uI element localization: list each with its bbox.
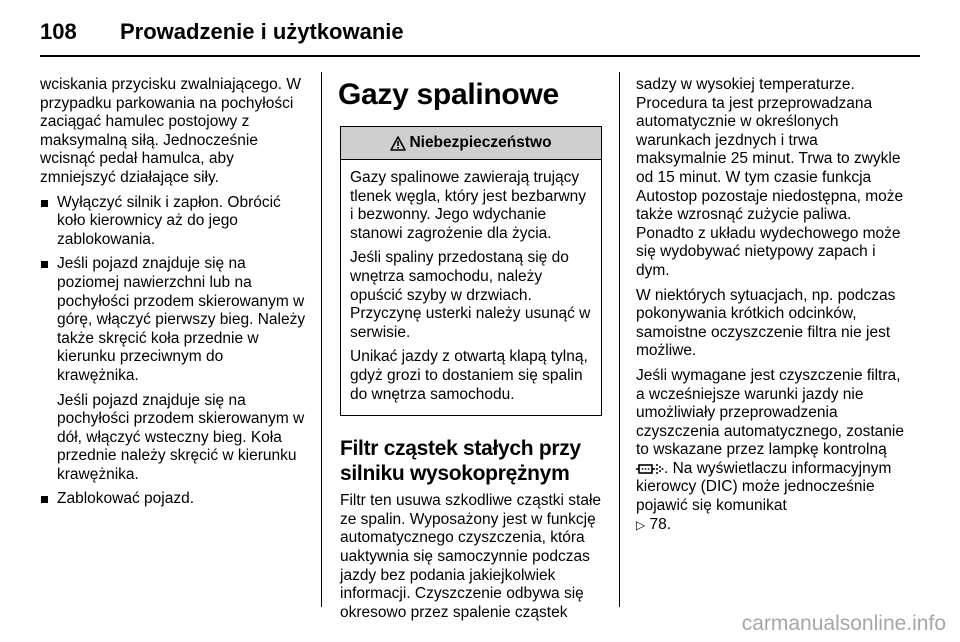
page-reference[interactable]: 78. bbox=[649, 515, 672, 533]
warning-paragraph: Unikać jazdy z otwartą klapą tylną, gdyż grozi to dostaniem się spalin do wnętrza samochodu. bbox=[350, 348, 588, 403]
column-right bbox=[636, 76, 904, 540]
warning-box bbox=[340, 126, 602, 416]
warning-triangle-icon bbox=[390, 136, 406, 151]
header-rule bbox=[40, 55, 920, 57]
section-heading: Gazy spalinowe bbox=[338, 78, 559, 111]
diesel-particle-filter-icon bbox=[636, 462, 664, 476]
body-paragraph: Filtr ten usuwa szkodliwe cząstki stałe ze spalin. Wyposażony jest w funkcję automatycznego czyszczenia, która uaktywnia się samoczynnie podczas jazdy bez podania jakiejkolwiek informacji. Czyszczenie odbywa się okresowo przez spalenie cząstek bbox=[340, 492, 602, 621]
warning-title: Niebezpieczeństwo bbox=[409, 133, 552, 151]
column-divider bbox=[321, 72, 322, 607]
page-title: Prowadzenie i użytkowanie bbox=[120, 19, 404, 44]
body-paragraph: Jeśli wymagane jest czyszczenie filtra, a wcześniejsze warunki jazdy nie umożliwiały przeprowadzenia czyszczenia automatycznego, zostanie to wskazane przez lampkę kontrolną . Na wyświetlaczu informacyjnym kierowcy (DIC) może jednocześnie pojawić się komunikat ▷ 78. bbox=[636, 366, 904, 533]
column-left bbox=[40, 76, 308, 515]
page-header bbox=[40, 16, 404, 48]
list-item: Jeśli pojazd znajduje się na poziomej nawierzchni lub na pochyłości przodem skierowanym w górę, włączyć pierwszy bieg. Należy także skręcić koła przednie w kierunku przeciwnym do krawężnika. bbox=[40, 255, 308, 385]
list-item: Zablokować pojazd. bbox=[40, 490, 308, 509]
page-number: 108 bbox=[40, 19, 77, 44]
watermark: carmanualsonline.info bbox=[741, 612, 946, 635]
body-paragraph: sadzy w wysokiej temperaturze. Procedura ta jest przeprowadzana automatycznie w określonych warunkach jezdnych i trwa maksymalnie 25 minut. Trwa to zwykle od 15 minut. W tym czasie funkcja Autostop pozostaje niedostępna, może także wzrosnąć zużycie paliwa. Ponadto z układu wydechowego może się wydobywać nietypowy zapach i dym. bbox=[636, 76, 904, 279]
list-item-subparagraph: Jeśli pojazd znajduje się na pochyłości przodem skierowanym w dół, włączyć wsteczny bieg. Koła przednie należy skręcić w kierunku krawężnika. bbox=[57, 391, 305, 483]
column-middle bbox=[340, 76, 602, 628]
list-item: Wyłączyć silnik i zapłon. Obrócić koło kierownicy aż do jego zablokowania. bbox=[40, 194, 308, 250]
column-divider bbox=[619, 72, 620, 607]
reference-arrow-icon: ▷ bbox=[636, 517, 646, 532]
body-paragraph: W niektórych sytuacjach, np. podczas pokonywania krótkich odcinków, samoistne oczyszczenie filtra nie jest możliwe. bbox=[636, 286, 896, 360]
warning-header bbox=[341, 127, 601, 160]
warning-paragraph: Gazy spalinowe zawierają trujący tlenek węgla, który jest bezbarwny i bezwonny. Jego wdychanie stanowi zagrożenie dla życia. bbox=[350, 169, 587, 242]
warning-body bbox=[341, 160, 601, 415]
instruction-list bbox=[40, 194, 308, 386]
instruction-list bbox=[40, 490, 308, 509]
warning-paragraph: Jeśli spaliny przedostaną się do wnętrza samochodu, należy opuścić szyby w drzwiach. Przyczynę usterki należy usunąć w serwisie. bbox=[350, 249, 591, 341]
subsection-heading: Filtr cząstek stałych przy silniku wysokoprężnym bbox=[340, 437, 581, 486]
intro-paragraph: wciskania przycisku zwalniającego. W przypadku parkowania na pochyłości zaciągać hamulec postojowy z maksymalną siłą. Jednocześnie wcisnąć pedał hamulca, aby zmniejszyć działające siły. bbox=[40, 76, 302, 186]
